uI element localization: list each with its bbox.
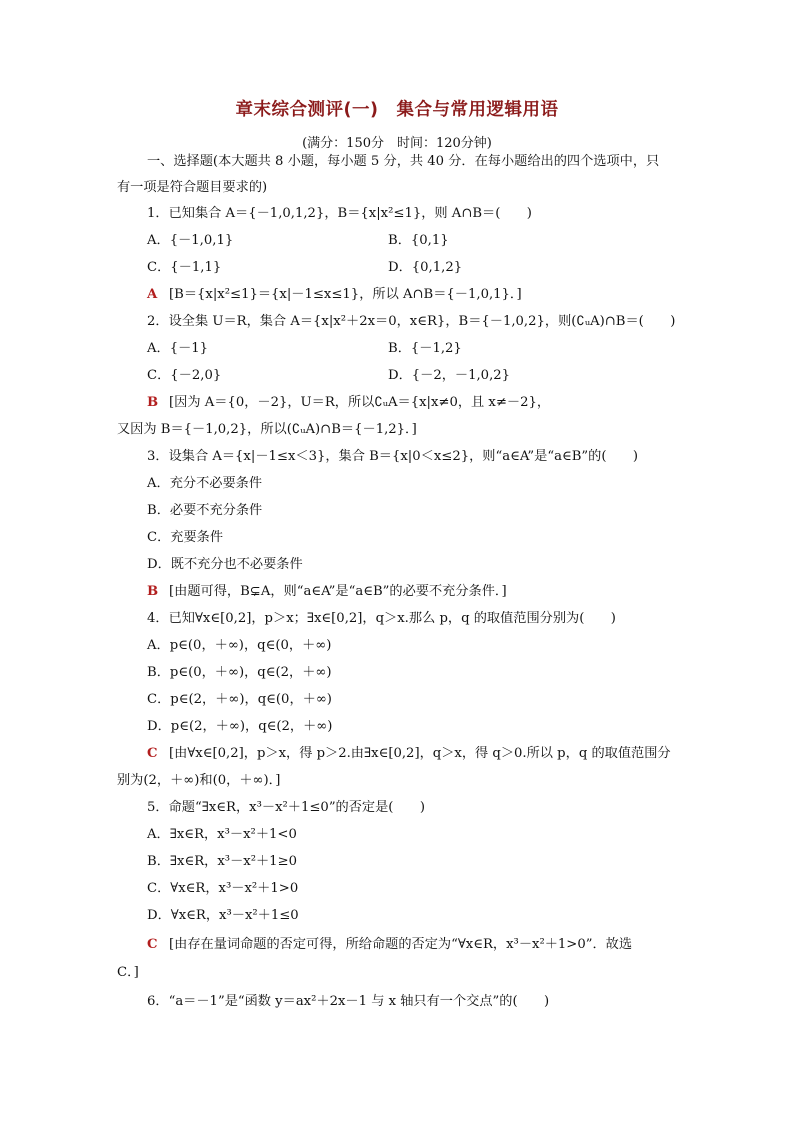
text-line	[147, 231, 233, 251]
line-text: D．p∈(2，＋∞)，q∈(2，＋∞)	[147, 719, 333, 734]
text-line	[147, 339, 208, 359]
text-line	[147, 879, 298, 899]
option-right: B．{0,1}	[388, 233, 449, 248]
line-text: C．{－1,1}	[147, 260, 222, 275]
answer-letter: B	[147, 395, 159, 410]
answer-line	[147, 744, 671, 764]
line-text: C．∀x∈R，x³－x²＋1>0	[147, 881, 299, 896]
line-text: [B＝{x|x²≤1}＝{x|－1≤x≤1}，所以 A∩B＝{－1,0,1}．]	[169, 287, 522, 302]
line-text: [因为 A＝{0，－2}，U＝R，所以∁ᵤA＝{x|x≠0，且 x≠－2}，	[169, 395, 551, 410]
text-line	[147, 474, 262, 494]
line-text: [由∀x∈[0,2]，p＞x，得 p＞2.由∃x∈[0,2]，q＞x，得 q＞0.所以 p，q 的取值范围分	[169, 746, 671, 761]
line-text: C．]	[117, 965, 139, 980]
answer-line	[147, 935, 632, 955]
option-right: B．{－1,2}	[388, 341, 462, 356]
page-title: 章末综合测评(一) 集合与常用逻辑用语	[235, 100, 559, 120]
line-text: D．∀x∈R，x³－x²＋1≤0	[147, 908, 299, 923]
answer-letter: A	[147, 287, 158, 302]
line-text: [由存在量词命题的否定可得，所给命题的否定为“∀x∈R，x³－x²＋1>0”．故选	[169, 937, 633, 952]
line-text: A．{－1}	[147, 341, 209, 356]
text-line	[147, 992, 549, 1012]
text-line	[117, 771, 280, 791]
text-line	[147, 501, 262, 521]
line-text: [由题可得，B⊊A，则“a∈A”是“a∈B”的必要不充分条件．]	[169, 584, 507, 599]
answer-line	[147, 285, 522, 305]
line-text: 3．设集合 A＝{x|－1≤x＜3}，集合 B＝{x|0＜x≤2}，则“a∈A”是“a∈B”的( )	[147, 449, 638, 464]
text-line	[147, 825, 297, 845]
text-line	[147, 528, 223, 548]
line-text: A．{－1,0,1}	[147, 233, 234, 248]
line-text: 6．“a＝－1”是“函数 y＝ax²＋2x－1 与 x 轴只有一个交点”的( )	[147, 994, 550, 1009]
text-line	[147, 906, 299, 926]
text-line	[147, 609, 616, 629]
line-text: D．既不充分也不必要条件	[147, 557, 303, 572]
text-line	[147, 717, 332, 737]
text-line	[147, 555, 303, 575]
text-line	[117, 178, 267, 198]
text-line	[117, 963, 139, 983]
text-line	[147, 663, 332, 683]
line-text: C．{－2,0}	[147, 368, 222, 383]
text-line	[147, 690, 332, 710]
line-text: B．∃x∈R，x³－x²＋1≥0	[147, 854, 298, 869]
text-line	[147, 152, 659, 172]
line-text: A．∃x∈R，x³－x²＋1<0	[147, 827, 297, 842]
option-right: D．{－2，－1,0,2}	[388, 368, 511, 383]
line-text: 4．已知∀x∈[0,2]，p＞x；∃x∈[0,2]，q＞x.那么 p，q 的取值范围分别为( )	[147, 611, 616, 626]
answer-letter: C	[147, 746, 158, 761]
text-line	[147, 258, 221, 278]
text-line	[147, 204, 532, 224]
answer-line	[147, 393, 550, 413]
line-text: C．充要条件	[147, 530, 224, 545]
line-text: 一、选择题(本大题共 8 小题，每小题 5 分，共 40 分．在每小题给出的四个选项中，只	[147, 154, 660, 169]
text-line	[147, 636, 331, 656]
line-text: 有一项是符合题目要求的)	[117, 180, 268, 195]
text-line	[147, 447, 638, 467]
text-line	[147, 852, 297, 872]
text-line	[147, 798, 425, 818]
text-line	[117, 420, 417, 440]
answer-letter: C	[147, 937, 158, 952]
line-text: B．必要不充分条件	[147, 503, 263, 518]
option-right: D．{0,1,2}	[388, 260, 463, 275]
exam-info: (满分：150分 时间：120分钟)	[302, 136, 492, 151]
text-line	[147, 366, 221, 386]
line-text: 1．已知集合 A＝{－1,0,1,2}，B＝{x|x²≤1}，则 A∩B＝( )	[147, 206, 532, 221]
line-text: 5．命题“∃x∈R，x³－x²＋1≤0”的否定是( )	[147, 800, 425, 815]
line-text: 又因为 B＝{－1,0,2}，所以(∁ᵤA)∩B＝{－1,2}．]	[117, 422, 417, 437]
answer-letter: B	[147, 584, 159, 599]
line-text: B．p∈(0，＋∞)，q∈(2，＋∞)	[147, 665, 332, 680]
line-text: 2．设全集 U＝R，集合 A＝{x|x²＋2x＝0，x∈R}，B＝{－1,0,2}，则(∁ᵤA)∩B＝( )	[147, 314, 676, 329]
line-text: C．p∈(2，＋∞)，q∈(0，＋∞)	[147, 692, 332, 707]
answer-line	[147, 582, 507, 602]
line-text: A．充分不必要条件	[147, 476, 263, 491]
text-line	[147, 312, 675, 332]
line-text: A．p∈(0，＋∞)，q∈(0，＋∞)	[147, 638, 332, 653]
line-text: 别为(2，＋∞)和(0，＋∞)．]	[117, 773, 281, 788]
